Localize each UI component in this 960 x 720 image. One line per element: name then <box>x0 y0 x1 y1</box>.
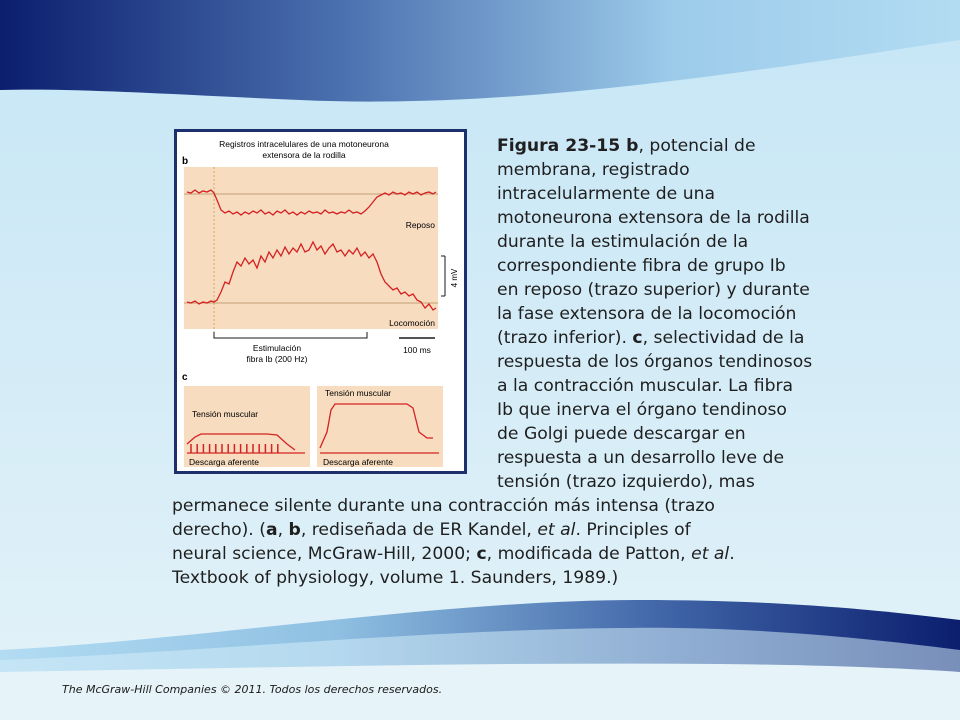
caption-line-16: permanece silente durante una contracción más intensa (trazo <box>172 496 715 516</box>
panel-b-title-line2: extensora de la rodilla <box>262 150 346 160</box>
caption-line-9-post: , selectividad de la <box>642 328 805 348</box>
caption-letter-c: c <box>632 328 643 348</box>
caption-line-17 <box>172 519 691 543</box>
left-discharge-spikes <box>191 444 278 453</box>
caption-line-1 <box>497 135 756 159</box>
caption-line-11: a la contracción muscular. La fibra <box>497 376 794 396</box>
caption-letter-a: a <box>265 520 278 540</box>
caption-sep: , <box>277 520 289 540</box>
right-discharge-label: Descarga aferente <box>323 457 393 467</box>
caption-line-7: en reposo (trazo superior) y durante <box>497 280 810 300</box>
caption-line-18 <box>172 543 735 567</box>
caption-line-18-post: . <box>729 544 735 564</box>
caption-et-al-2: et al <box>691 544 730 564</box>
voltage-scale-label: 4 mV <box>450 268 459 288</box>
caption-line-9 <box>497 327 804 351</box>
panel-b-letter: b <box>182 156 189 167</box>
label-rest: Reposo <box>405 220 435 230</box>
caption-letter-c2: c <box>476 544 487 564</box>
caption-line-6: correspondiente fibra de grupo Ib <box>497 256 786 276</box>
caption-line-17-post: . Principles of <box>575 520 691 540</box>
right-tension-label: Tensión muscular <box>325 388 392 398</box>
caption-line-1-rest: , potencial de <box>638 136 756 156</box>
caption-line-2: membrana, registrado <box>497 160 690 180</box>
stimulation-label-line2: fibra Ib (200 Hz) <box>246 354 308 364</box>
caption-line-13: de Golgi puede descargar en <box>497 424 746 444</box>
caption-et-al-1: et al <box>537 520 576 540</box>
caption-line-18-pre: neural science, McGraw-Hill, 2000; <box>172 544 477 564</box>
time-scale-label: 100 ms <box>403 345 431 355</box>
left-discharge-label: Descarga aferente <box>189 457 259 467</box>
stimulation-label-line1: Estimulación <box>252 343 302 353</box>
caption-line-15: tensión (trazo izquierdo), mas <box>497 472 755 492</box>
caption-line-17-pre: derecho). ( <box>172 520 266 540</box>
caption-line-5: durante la estimulación de la <box>497 232 749 252</box>
panel-b-plot <box>184 167 438 329</box>
caption-figure-label: Figura 23-15 b <box>497 136 639 156</box>
footer-copyright: The McGraw-Hill Companies © 2011. Todos los derechos reservados. <box>62 683 443 696</box>
figure-svg <box>177 132 464 471</box>
caption-line-9-pre: (trazo inferior). <box>497 328 633 348</box>
caption-line-14: respuesta a un desarrollo leve de <box>497 448 785 468</box>
caption-line-8: la fase extensora de la locomoción <box>497 304 797 324</box>
panel-c-right-plot <box>317 386 443 467</box>
stimulation-bracket <box>214 332 367 338</box>
panel-b-title-line1: Registros intracelulares de una motoneurona <box>219 139 389 149</box>
left-tension-label: Tensión muscular <box>192 409 259 419</box>
panel-c-letter: c <box>182 372 188 383</box>
caption-line-12: Ib que inerva el órgano tendinoso <box>497 400 787 420</box>
caption-line-17-mid: , rediseñada de ER Kandel, <box>300 520 538 540</box>
panel-c-left-plot <box>184 386 310 467</box>
caption-line-3: intracelularmente de una <box>497 184 716 204</box>
caption-line-19: Textbook of physiology, volume 1. Saunders, 1989.) <box>172 568 619 588</box>
caption-line-18-mid: , modificada de Patton, <box>486 544 692 564</box>
caption-line-4: motoneurona extensora de la rodilla <box>497 208 810 228</box>
label-locomotion: Locomoción <box>389 318 435 328</box>
caption-letter-b: b <box>288 520 301 540</box>
caption-line-10: respuesta de los órganos tendinosos <box>497 352 813 372</box>
figure-image <box>174 129 467 474</box>
